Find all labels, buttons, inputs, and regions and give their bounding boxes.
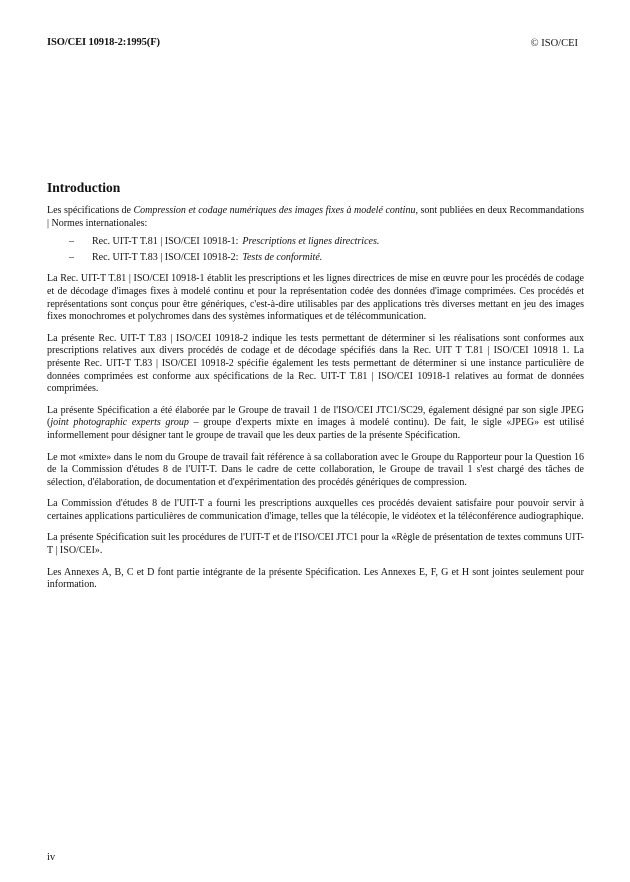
section-heading: Introduction [47, 180, 121, 195]
intro-paragraph-7: La présente Spécification suit les procédures de l'UIT-T et de l'ISO/CEI JTC1 pour la «Règle de présentation de textes communs UIT-T | ISO/CEI». [47, 532, 584, 557]
list-item-title: Tests de conformité. [242, 251, 323, 263]
intro-paragraph-2: La Rec. UIT-T T.81 | ISO/CEI 10918-1 établit les prescriptions et les lignes directrices de mise en œuvre pour les procédés de codage et de décodage d'images fixes à modelé continu et pour la représentation codée des données d'image comprimées. Ces procédés et représentations sont conçus pour être génériques, c'est-à-dire utilisables par des applications très diverses mettant en jeu des images fixes monochromes et polychromes dans des systèmes informatiques et de télécommunication. [47, 273, 584, 323]
p1-title-italic: Compression et codage numériques des images fixes à modelé continu [133, 205, 416, 216]
page-number: iv [47, 852, 56, 863]
list-item-title: Prescriptions et lignes directrices. [242, 236, 380, 248]
dash-bullet: – [69, 251, 74, 263]
list-item-reference: Rec. UIT-T T.81 | ISO/CEI 10918-1: [92, 236, 239, 248]
p4-italic-term: joint photographic experts group [50, 417, 189, 429]
intro-paragraph-4 [47, 405, 584, 443]
recommendation-list [47, 236, 584, 264]
intro-paragraph-5: Le mot «mixte» dans le nom du Groupe de travail fait référence à sa collaboration avec le Groupe du Rapporteur pour la Question 16 de la Commission d'études 8 de l'UIT-T. Dans le cadre de cette collaboration, le Groupe de travail 1 s'est chargé des tâches de sélection, d'élaboration, de documentation et d'expérimentation des procédés génériques de compression. [47, 451, 584, 488]
list-item-reference: Rec. UIT-T T.83 | ISO/CEI 10918-2: [92, 251, 239, 263]
p4-text-before: La présente Spécification a été élaborée par le Groupe de travail 1 de l'ISO/CEI JTC1/SC29, également désigné par son sigle JPEG ( [47, 404, 584, 429]
list-item [47, 252, 584, 265]
p4-text-after: – groupe d'experts mixte en images à modelé continu). De fait, le sigle «JPEG» est utilisé informellement pour désigner tant le groupe de travail que les deux parties de la présente Spécification. [47, 417, 585, 441]
standard-identifier: ISO/CEI 10918-2:1995(F) [47, 37, 160, 48]
intro-paragraph-3: La présente Rec. UIT-T T.83 | ISO/CEI 10918-2 indique les tests permettant de déterminer si les réalisations sont conformes aux prescriptions relatives aux divers procédés de codage et de décodage spécifiés dans la Rec. UIT T T.81 | ISO/CEI 10918 1. La présente Rec. UIT-T T.83 | ISO/CEI 10918-2 spécifie également les tests permettant de déterminer si une instance particulière de données comprimées est conforme aux spécifications de la Rec. UIT-T T.81 | ISO/CEI 10918-1 relatives au format de données comprimées. [47, 332, 584, 395]
intro-paragraph-1 [47, 205, 584, 230]
copyright-notice: © ISO/CEI [530, 38, 578, 49]
p1-text-before: Les spécifications de [47, 205, 134, 216]
list-item [47, 236, 584, 249]
intro-paragraph-6: La Commission d'études 8 de l'UIT-T a fourni les prescriptions auxquelles ces procédés devaient satisfaire pour pouvoir servir à certaines applications particulières de communication d'image, telles que la télécopie, le vidéotex et la téléconférence audiographique. [47, 498, 584, 522]
dash-bullet: – [69, 236, 74, 248]
introduction-section [47, 180, 584, 601]
p1-text-after: , sont publiées en deux Recommandations | Normes internationales: [47, 205, 584, 229]
intro-paragraph-8: Les Annexes A, B, C et D font partie intégrante de la présente Spécification. Les Annexes E, F, G et H sont jointes seulement pour information. [47, 566, 584, 591]
